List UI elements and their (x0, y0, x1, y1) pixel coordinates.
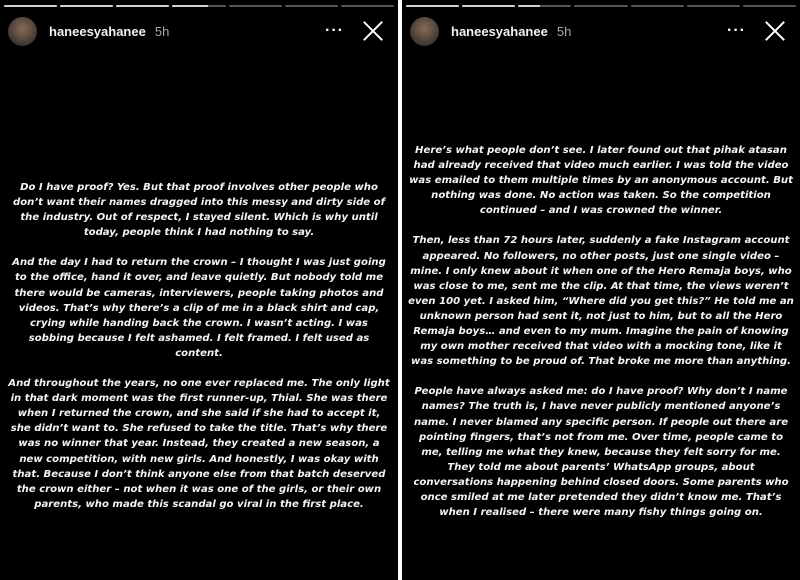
progress-segment (285, 5, 338, 7)
progress-segment (172, 5, 225, 7)
story-header (8, 14, 390, 48)
story-panel-right[interactable] (402, 0, 800, 580)
avatar[interactable] (8, 17, 37, 46)
progress-segment (341, 5, 394, 7)
more-options-icon[interactable]: ··· (325, 22, 344, 39)
story-paragraph: And throughout the years, no one ever replaced me. The only light in that dark moment was the first runner-up, Thial. She was there when I returned the crown, and she said if she had to accept it, she didn’t want to. She refused to take the title. That’s why there was no winner that year. Instead, they created a new season, a new competition, with new girls. And honestly, I was okay with that. Because I don’t think anyone else from that batch deserved the crown either – not when it was one of the girls, or their own parents, who made this scandal go viral in the first place. (8, 378, 390, 510)
story-paragraph: Then, less than 72 hours later, suddenly a fake Instagram account appeared. No followers, no other posts, just one single video – mine. I only knew about it when one of the Hero Remaja boys, who was close to me, sent me the clip. At that time, the views weren’t even 100 yet. I asked him, “Where did you get this?” He told me an unknown person had sent it, not just to him, but to all the Hero Remaja boys… and even to my mum. Imagine the pain of knowing my own mother received that video with a mocking tone, like it was something to be proud of. That broke me more than anything. (408, 235, 794, 368)
story-paragraph: Do I have proof? Yes. But that proof involves other people who don’t want their names dragged into this messy and dirty side of the industry. Out of respect, I stayed silent. Which is why until today, people think I had nothing to say. (12, 182, 385, 239)
close-icon[interactable] (764, 20, 786, 42)
progress-segment (631, 5, 684, 7)
progress-segment (116, 5, 169, 7)
post-time: 5h (556, 23, 572, 39)
progress-segment (406, 5, 459, 7)
username[interactable]: haneesyahanee (451, 23, 548, 39)
username[interactable]: haneesyahanee (49, 23, 146, 39)
story-paragraph: People have always asked me: do I have proof? Why don’t I name names? The truth is, I have never publicly mentioned anyone’s name. I never blamed any specific person. If people out there are pointing fingers, that’s not from me. Over time, people came to me, telling me what they knew, because they felt sorry for me. They told me about parents’ WhatsApp groups, about conversations happening behind closed doors. Some parents who once smiled at me later pretended they didn’t know me. That’s when I realised – there were many fishy things going on. (413, 386, 789, 519)
story-paragraph: Here’s what people don’t see. I later found out that pihak atasan had already received that video much earlier. I was told the video was emailed to them multiple times by an anonymous account. But nothing was done. No action was taken. So the competition continued – and I was crowned the winner. (409, 145, 793, 217)
progress-segment (687, 5, 740, 7)
progress-segment (229, 5, 282, 7)
progress-segment (518, 5, 571, 7)
story-progress-bar (4, 5, 394, 7)
story-progress-bar (406, 5, 796, 7)
story-header (410, 14, 792, 48)
close-icon[interactable] (362, 20, 384, 42)
more-options-icon[interactable]: ··· (727, 22, 746, 39)
progress-segment (4, 5, 57, 7)
story-panel-left[interactable] (0, 0, 398, 580)
story-paragraph: And the day I had to return the crown – I thought I was just going to the office, hand it over, and leave quietly. But nobody told me there would be cameras, interviewers, people taking photos and videos. That’s why there’s a clip of me in a black shirt and cap, crying while handing back the crown. I wasn’t acting. I was sobbing because I felt ashamed. I felt framed. I felt used as content. (12, 257, 386, 359)
avatar[interactable] (410, 17, 439, 46)
story-text (408, 143, 794, 535)
story-text (6, 180, 392, 527)
progress-segment (60, 5, 113, 7)
progress-segment (743, 5, 796, 7)
progress-segment (574, 5, 627, 7)
progress-segment (462, 5, 515, 7)
post-time: 5h (154, 23, 170, 39)
